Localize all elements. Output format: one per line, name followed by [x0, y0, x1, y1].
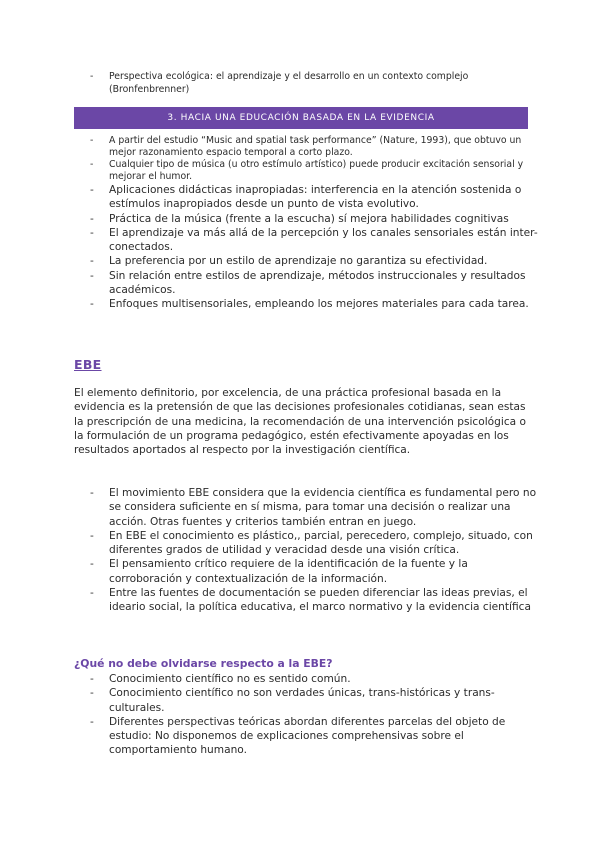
- question-list: [74, 672, 544, 758]
- list-item: - Cualquier tipo de música (u otro estímulo artístico) puede producir excitación sensorial y mejorar el humor.: [74, 159, 544, 183]
- ebe-list: [74, 486, 544, 615]
- ebe-paragraph: El elemento definitorio, por excelencia, de una práctica profesional basada en la evidencia es la pretensión de que las decisiones profesionales cotidianas, sean estas la prescripción de una medicina, la recomendación de una intervención psicológica o la formulación de un programa pedagógico, estén efectivamente apoyadas en los resultados aportados al respecto por la investigación científica.: [74, 387, 526, 457]
- section-banner: 3. HACIA UNA EDUCACIÓN BASADA EN LA EVIDENCIA: [74, 107, 528, 129]
- list-item: - Perspectiva ecológica: el aprendizaje y el desarrollo en un contexto complejo (Bronfenbrenner): [74, 70, 544, 96]
- list-item: - A partir del estudio “Music and spatial task performance” (Nature, 1993), que obtuvo un mejor razonamiento espacio temporal a corto plazo.: [74, 135, 544, 159]
- question-heading: ¿Qué no debe olvidarse respecto a la EBE?: [74, 657, 333, 670]
- section-heading-ebe: EBE: [74, 357, 102, 372]
- list-item: - Sin relación entre estilos de aprendizaje, métodos instruccionales y resultados académicos.: [74, 269, 544, 298]
- list-item: - El aprendizaje va más allá de la percepción y los canales sensoriales están inter-conectados.: [74, 226, 544, 255]
- list-item: - Práctica de la música (frente a la escucha) sí mejora habilidades cognitivas: [74, 212, 544, 226]
- list-item: - En EBE el conocimiento es plástico,, parcial, perecedero, complejo, situado, con diferentes grados de utilidad y veracidad desde una visión crítica.: [74, 529, 544, 558]
- list-item: - Diferentes perspectivas teóricas abordan diferentes parcelas del objeto de estudio: No disponemos de explicaciones comprehensivas sobre el comportamiento humano.: [74, 715, 544, 758]
- list-item: - El pensamiento crítico requiere de la identificación de la fuente y la corroboración y contextualización de la información.: [74, 557, 544, 586]
- list-item: - La preferencia por un estilo de aprendizaje no garantiza su efectividad.: [74, 254, 544, 268]
- list-item: - Entre las fuentes de documentación se pueden diferenciar las ideas previas, el ideario social, la política educativa, el marco normativo y la evidencia científica: [74, 586, 544, 615]
- evidence-list: [74, 135, 544, 312]
- list-item: - Conocimiento científico no es sentido común.: [74, 672, 544, 686]
- list-item: - Aplicaciones didácticas inapropiadas: interferencia en la atención sostenida o estímulos inapropiados desde un punto de vista evolutivo.: [74, 183, 544, 212]
- list-item: - Enfoques multisensoriales, empleando los mejores materiales para cada tarea.: [74, 297, 544, 311]
- intro-list: [74, 70, 544, 96]
- list-item: - Conocimiento científico no son verdades únicas, trans-históricas y trans-culturales.: [74, 686, 544, 715]
- list-item: - El movimiento EBE considera que la evidencia científica es fundamental pero no se considera suficiente en sí misma, para tomar una decisión o realizar una acción. Otras fuentes y criterios también entran en juego.: [74, 486, 544, 529]
